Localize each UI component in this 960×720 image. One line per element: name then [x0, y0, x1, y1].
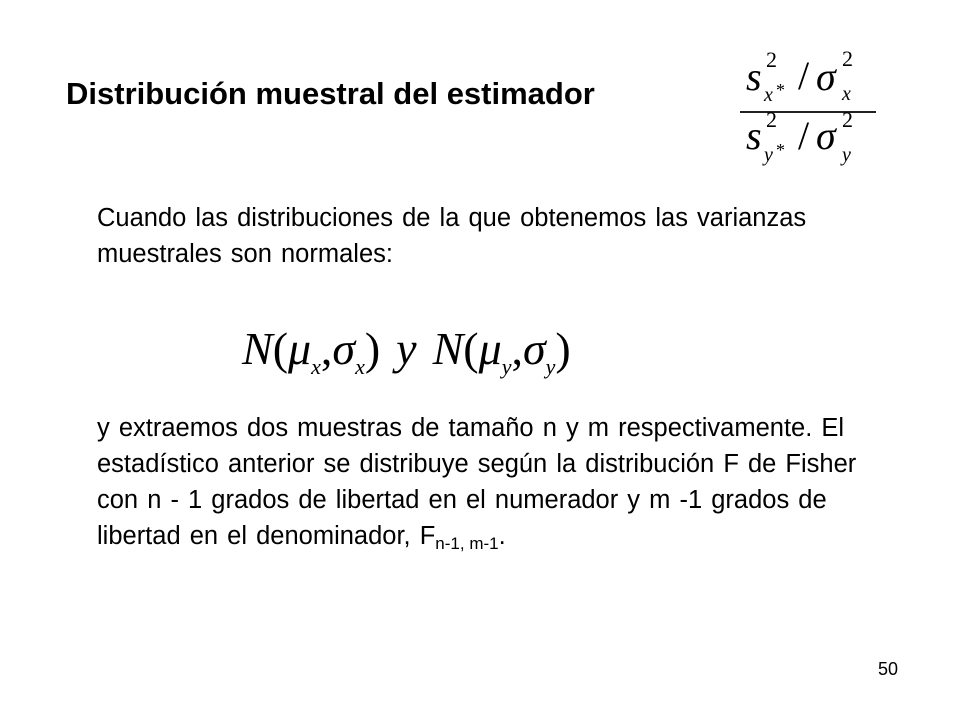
fisher-paragraph	[97, 410, 877, 554]
page-number: 50	[877, 659, 898, 679]
svg-text:x: x	[764, 84, 773, 106]
svg-text:2: 2	[842, 46, 853, 71]
normal-distributions-math	[242, 312, 702, 382]
fisher-paragraph-end: .	[498, 522, 506, 550]
svg-text:2: 2	[842, 107, 853, 132]
svg-text:*: *	[776, 140, 785, 160]
svg-text:/: /	[798, 113, 810, 158]
svg-text:y: y	[842, 144, 851, 166]
svg-text:x: x	[842, 83, 851, 105]
svg-text:s: s	[746, 54, 762, 99]
svg-text:y: y	[764, 144, 773, 166]
intro-paragraph: Cuando las distribuciones de la que obtenemos las varianzas muestrales son normales:	[97, 204, 807, 268]
slide-title: Distribución muestral del estimador	[66, 76, 595, 111]
estimator-denominator	[746, 107, 853, 166]
svg-text:σ: σ	[816, 113, 836, 158]
svg-text:N(μx,σx)yN(μy,σy): $N(\mu_x,\sigma_x)$ y $N(\mu_y,\sigma_y)$	[242, 323, 571, 379]
svg-text:σ: σ	[816, 54, 836, 99]
svg-text:s: s	[746, 113, 762, 158]
estimator-formula	[738, 36, 878, 166]
svg-text:*: *	[776, 80, 785, 100]
svg-text:2: 2	[766, 107, 777, 132]
estimator-fraction	[738, 36, 878, 166]
estimator-numerator	[746, 46, 853, 106]
svg-text:2: 2	[766, 47, 777, 72]
fisher-degrees-subscript: n-1, m-1	[435, 534, 499, 553]
normal-distributions-formula	[242, 312, 702, 382]
svg-text:/: /	[798, 53, 810, 98]
fisher-paragraph-text: y extraemos dos muestras de tamaño n y m respectivamente. El estadístico anterior se distribuye según la distribución F de Fisher con n - 1 grados de libertad en el numerador y m -1 grados de libertad en el denominador, F	[97, 414, 857, 550]
